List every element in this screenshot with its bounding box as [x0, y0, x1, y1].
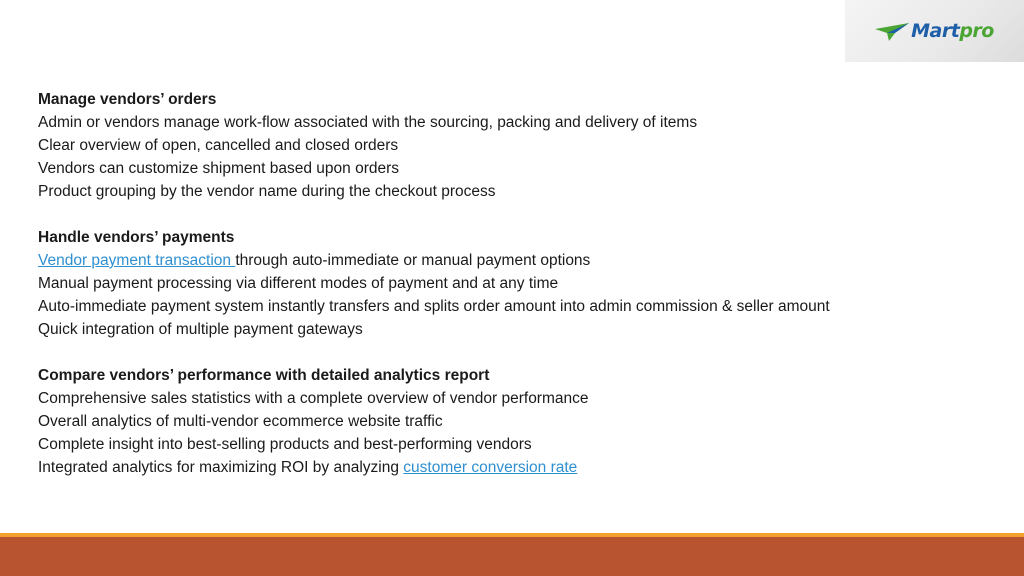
section-heading-analytics: Compare vendors’ performance with detailed analytics report: [38, 367, 490, 384]
bullet-line: Overall analytics of multi-vendor ecommerce website traffic: [38, 413, 443, 430]
logo-text-pro: pro: [959, 20, 994, 42]
bullet-line: Auto-immediate payment system instantly transfers and splits order amount into admin commission & seller amount: [38, 298, 830, 315]
bullet-line: Admin or vendors manage work-flow associated with the sourcing, packing and delivery of items: [38, 114, 698, 131]
logo-arrow-icon: [875, 20, 909, 42]
bullet-line-with-link: [38, 456, 998, 479]
vendor-payment-transaction-link[interactable]: Vendor payment transaction: [38, 252, 236, 269]
bullet-line-prefix: Integrated analytics for maximizing ROI by analyzing: [38, 459, 404, 476]
section-spacer: [38, 341, 998, 364]
bullet-line: Complete insight into best-selling products and best-performing vendors: [38, 436, 532, 453]
logo-box: [845, 0, 1024, 62]
bullet-line: Vendors can customize shipment based upon orders: [38, 160, 400, 177]
martpro-logo: [875, 20, 994, 42]
footer-bar: [0, 537, 1024, 576]
bullet-line: Quick integration of multiple payment gateways: [38, 321, 363, 338]
section-heading-orders: Manage vendors’ orders: [38, 91, 217, 108]
bullet-line-with-link: [38, 249, 998, 272]
section-heading-payments: Handle vendors’ payments: [38, 229, 235, 246]
logo-text: [911, 20, 994, 42]
section-spacer: [38, 203, 998, 226]
bullet-line: Comprehensive sales statistics with a complete overview of vendor performance: [38, 390, 589, 407]
logo-text-mart: Mart: [911, 20, 960, 42]
customer-conversion-rate-link[interactable]: customer conversion rate: [403, 459, 578, 476]
bullet-line-rest: through auto-immediate or manual payment options: [235, 252, 591, 269]
bullet-line: Product grouping by the vendor name during the checkout process: [38, 183, 496, 200]
bullet-line: Clear overview of open, cancelled and closed orders: [38, 137, 399, 154]
slide-content: [38, 88, 998, 479]
bullet-line: Manual payment processing via different modes of payment and at any time: [38, 275, 559, 292]
